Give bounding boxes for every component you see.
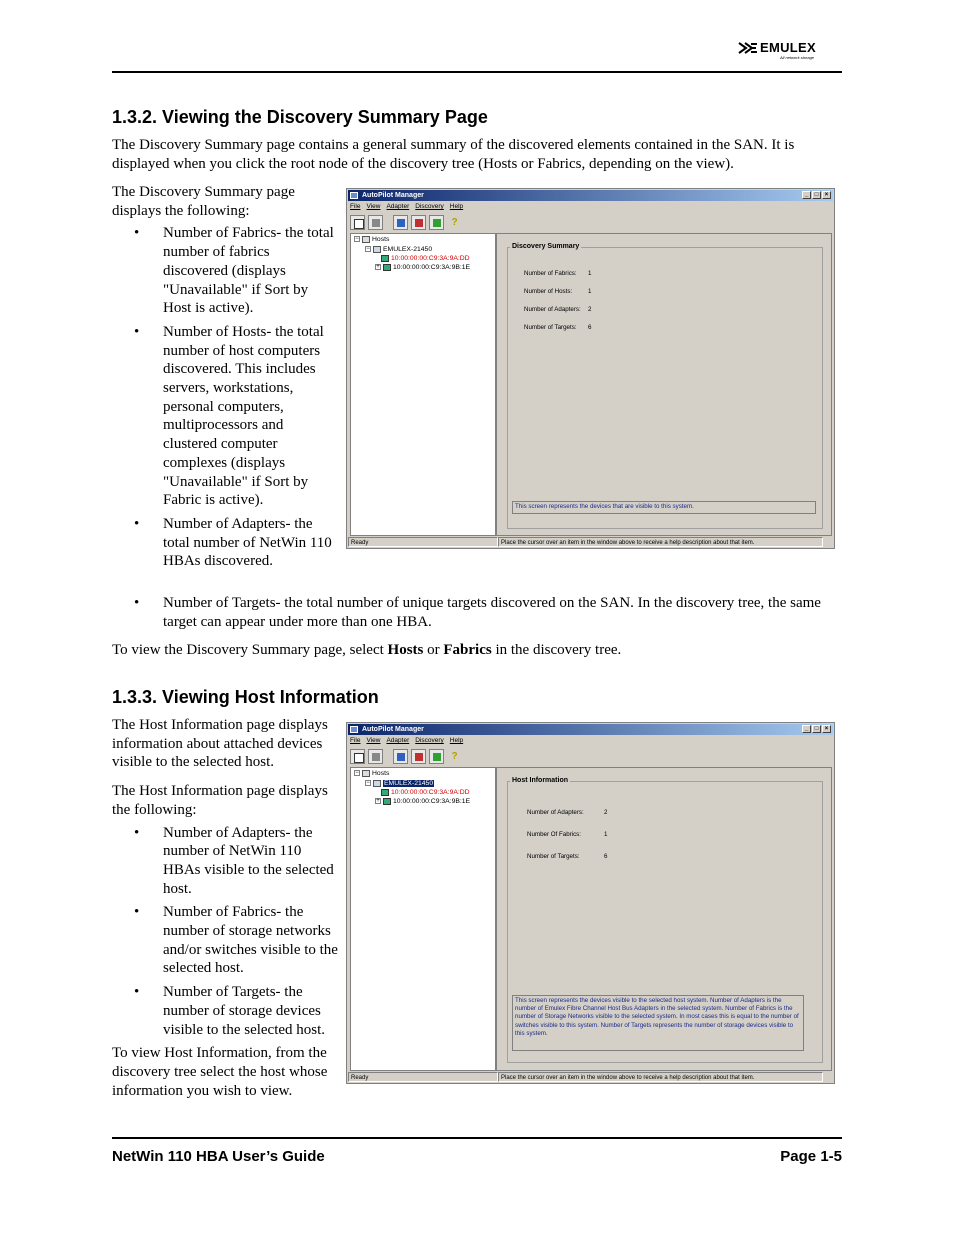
menu-file[interactable]: File: [350, 737, 361, 744]
panel-title: Host Information: [512, 777, 568, 784]
menu-view[interactable]: View: [366, 203, 381, 210]
section-heading: 1.3.2. Viewing the Discovery Summary Page: [112, 107, 488, 127]
discovery-summary-screenshot: [346, 188, 835, 549]
host-info-closing: To view Host Information, from the discovery tree select the host whose information you wish to view.: [112, 1045, 328, 1099]
menu-bar: [350, 736, 463, 746]
app-icon: [350, 192, 358, 199]
stat-value: 6: [604, 853, 608, 860]
maximize-icon[interactable]: □: [812, 191, 821, 199]
stat-value: 1: [588, 270, 592, 277]
list-item: • Number of Targets- the number of storage devices visible to the selected host.: [112, 983, 338, 1039]
adapter-icon: [381, 255, 389, 262]
list-item: • Number of Adapters- the total number of NetWin 110 HBAs discovered.: [112, 515, 338, 571]
stat-value: 1: [604, 831, 608, 838]
status-ready: Ready: [348, 537, 498, 547]
stat-value: 2: [604, 809, 608, 816]
window-titlebar: AutoPilot Manager _ □ ×: [348, 724, 833, 735]
toolbar: [350, 748, 462, 765]
status-bar: [348, 537, 833, 547]
summary-group: [507, 243, 823, 529]
status-hint: Place the cursor over an item in the window above to receive a help description about that item.: [498, 537, 823, 547]
header-rule: [112, 71, 842, 73]
host-sort-icon[interactable]: [393, 749, 408, 764]
menu-discovery[interactable]: Discovery: [415, 737, 444, 744]
list-item: • Number of Fabrics- the number of storage networks and/or switches visible to the selected host.: [112, 903, 338, 978]
stat-label: Number of Targets:: [524, 324, 577, 331]
list-item: • Number of Hosts- the total number of host computers discovered. This includes servers, workstations, personal computers, multiprocessors and clustered computer complexes (displays "Unavailable" if Sort by Fabric is active).: [112, 323, 338, 510]
stat-label: Number of Targets:: [527, 853, 580, 860]
list-item: • Number of Adapters- the number of NetWin 110 HBAs visible to the selected host.: [112, 824, 338, 899]
summary-text-column: [112, 183, 338, 576]
summary-bullet-wide: [112, 594, 842, 636]
stat-label: Number Of Fabrics:: [527, 831, 581, 838]
stat-label: Number of Fabrics:: [524, 270, 577, 277]
menu-adapter[interactable]: Adapter: [386, 737, 410, 744]
minimize-icon[interactable]: _: [802, 725, 811, 733]
monitor-icon[interactable]: [368, 749, 383, 764]
host-info-group: [507, 777, 823, 1063]
window-titlebar: AutoPilot Manager _ □ ×: [348, 190, 833, 201]
network-icon: [362, 236, 370, 243]
host-info-bullet-list: [112, 824, 338, 1040]
computer-icon: [373, 780, 381, 787]
status-ready: Ready: [348, 1072, 498, 1082]
window-controls: [802, 725, 831, 733]
discover-icon[interactable]: [429, 215, 444, 230]
adapter-icon: [383, 264, 391, 271]
minimize-icon[interactable]: _: [802, 191, 811, 199]
stat-label: Number of Adapters:: [527, 809, 584, 816]
menu-help[interactable]: Help: [449, 203, 464, 210]
footer-rule: [112, 1137, 842, 1139]
summary-lead: The Discovery Summary page displays the following:: [112, 184, 295, 219]
menu-discovery[interactable]: Discovery: [415, 203, 444, 210]
tree-node-adapter[interactable]: 10:00:00:00:C9:3A:9A:DD: [381, 254, 470, 263]
logo-tagline: All network storage: [780, 55, 815, 60]
refresh-icon[interactable]: [350, 215, 365, 230]
host-info-intro: The Host Information page displays information about attached devices visible to the selected host.: [112, 717, 328, 771]
menu-file[interactable]: File: [350, 203, 361, 210]
discover-icon[interactable]: [429, 749, 444, 764]
stat-value: 2: [588, 306, 592, 313]
menu-bar: [350, 202, 463, 212]
monitor-icon[interactable]: [368, 215, 383, 230]
fabric-sort-icon[interactable]: [411, 215, 426, 230]
host-information-screenshot: [346, 722, 835, 1084]
window-controls: [802, 191, 831, 199]
tree-node-host[interactable]: − EMULEX-21450: [366, 780, 434, 787]
tree-node-hosts[interactable]: − Hosts: [355, 770, 390, 777]
fabric-sort-icon[interactable]: [411, 749, 426, 764]
menu-view[interactable]: View: [366, 737, 381, 744]
summary-closing: To view the Discovery Summary page, select Hosts or Fabrics in the discovery tree.: [112, 642, 622, 658]
discovery-tree: [350, 233, 496, 536]
network-icon: [362, 770, 370, 777]
host-info-panel: [496, 767, 832, 1071]
help-icon[interactable]: ?: [451, 751, 458, 762]
menu-adapter[interactable]: Adapter: [386, 203, 410, 210]
section-heading: 1.3.3. Viewing Host Information: [112, 687, 379, 707]
resize-grip-icon[interactable]: [823, 1072, 833, 1082]
status-bar: [348, 1072, 833, 1082]
panel-title: Discovery Summary: [512, 243, 580, 250]
menu-help[interactable]: Help: [449, 737, 464, 744]
help-icon[interactable]: ?: [451, 217, 458, 228]
resize-grip-icon[interactable]: [823, 537, 833, 547]
footer-guide-title: NetWin 110 HBA User’s Guide: [112, 1148, 325, 1165]
stat-label: Number of Adapters:: [524, 306, 581, 313]
help-description: This screen represents the devices visible to the selected host system. Number of Adapters is the number of Emulex Fibre Channel Host Bus Adapters in the selected system. Number of Fabrics is the number of Storage Networks visible to the selected system. In most cases this is equal to the number of switches visible to this system. Number of Targets represents the number of storage devices visible to this system.: [512, 995, 804, 1051]
tree-node-adapter[interactable]: + 10:00:00:00:C9:3A:9B:1E: [376, 264, 471, 271]
host-info-lead: The Host Information page displays the following:: [112, 783, 328, 818]
help-description: This screen represents the devices that are visible to this system.: [512, 501, 816, 514]
tree-node-adapter[interactable]: 10:00:00:00:C9:3A:9A:DD: [381, 788, 470, 797]
status-hint: Place the cursor over an item in the window above to receive a help description about that item.: [498, 1072, 823, 1082]
close-icon[interactable]: ×: [822, 191, 831, 199]
maximize-icon[interactable]: □: [812, 725, 821, 733]
stat-value: 1: [588, 288, 592, 295]
stat-value: 6: [588, 324, 592, 331]
tree-node-hosts[interactable]: − Hosts: [355, 236, 390, 243]
list-item: • Number of Fabrics- the total number of fabrics discovered (displays "Unavailable" if Sort by Host is active).: [112, 224, 338, 318]
discovery-tree: [350, 767, 496, 1071]
stat-label: Number of Hosts:: [524, 288, 573, 295]
tree-node-adapter[interactable]: + 10:00:00:00:C9:3A:9B:1E: [376, 798, 471, 805]
footer-page-number: Page 1-5: [780, 1148, 842, 1165]
app-icon: [350, 726, 358, 733]
summary-panel: [496, 233, 832, 536]
host-info-text-column: [112, 716, 338, 1100]
toolbar: [350, 214, 462, 231]
emulex-logo-icon: [738, 41, 758, 55]
close-icon[interactable]: ×: [822, 725, 831, 733]
host-sort-icon[interactable]: [393, 215, 408, 230]
refresh-icon[interactable]: [350, 749, 365, 764]
emulex-logo: [738, 40, 842, 62]
tree-node-host[interactable]: − EMULEX-21450: [366, 246, 433, 253]
list-item: • Number of Targets- the total number of unique targets discovered on the SAN. In the discovery tree, the same target can appear under more than one HBA.: [112, 594, 842, 631]
computer-icon: [373, 246, 381, 253]
summary-bullet-list: [112, 224, 338, 571]
adapter-icon: [381, 789, 389, 796]
logo-text: EMULEX: [760, 40, 816, 55]
adapter-icon: [383, 798, 391, 805]
section-intro: The Discovery Summary page contains a general summary of the discovered elements contained in the SAN. It is displayed when you click the root node of the discovery tree (Hosts or Fabrics, depending on the view).: [112, 137, 795, 172]
